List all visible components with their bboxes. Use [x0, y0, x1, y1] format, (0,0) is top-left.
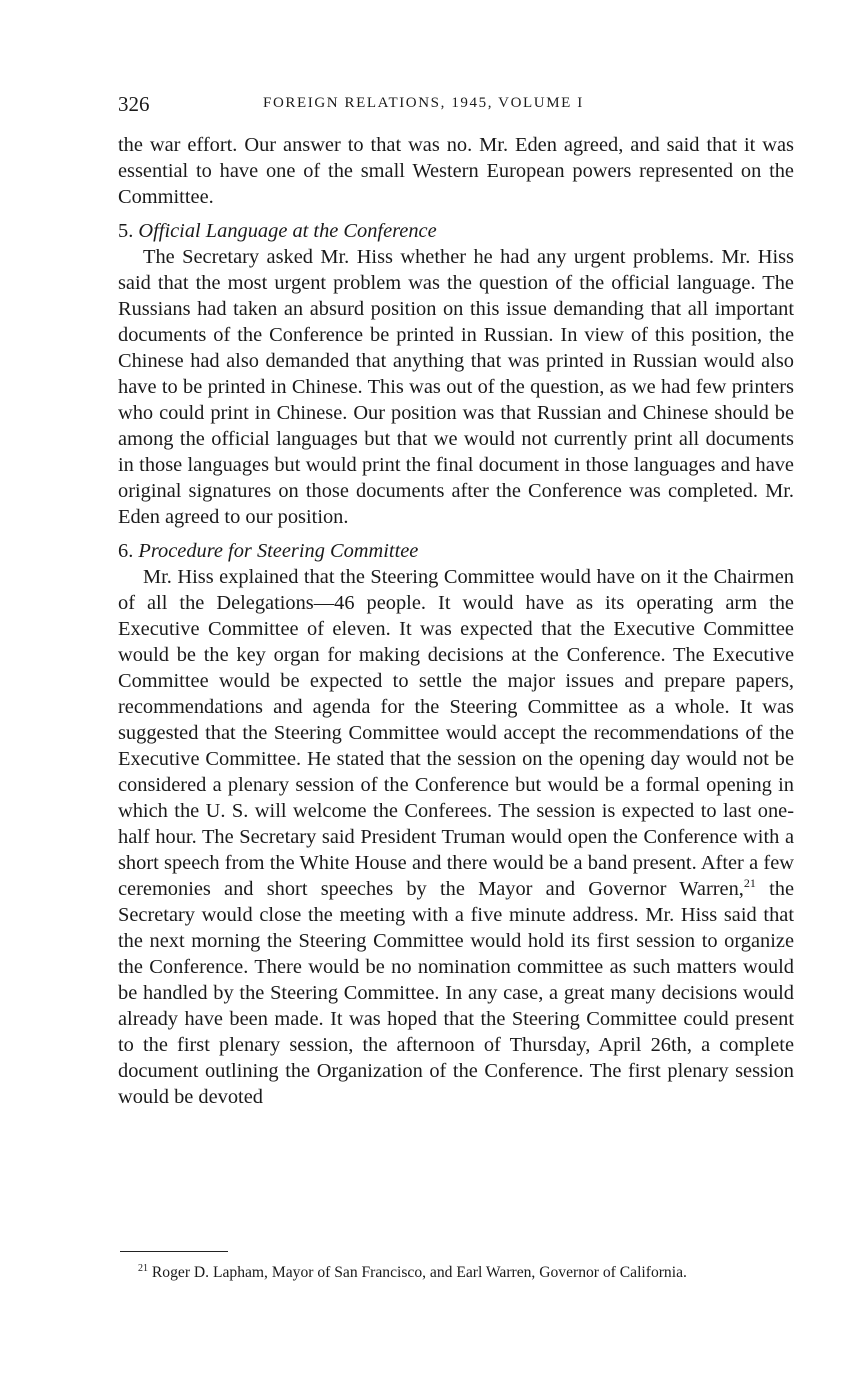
footnote-reference[interactable]: 21	[743, 876, 756, 891]
footnote-marker: 21	[138, 1262, 148, 1274]
page-header	[118, 92, 794, 118]
paragraph-text: Mr. Hiss explained that the Steering Committee would have on it the Chairmen of all the Delegations—46 people. It would have as its operating arm the Executive Committee of eleven. It was expected that the Executive Committee would be the key organ for making decisions at the Conference. The Executive Committee would be expected to settle the major issues and prepare papers, recommendations and agenda for the Steering Committee as a whole. It was suggested that the Steering Committee would accept the recommendations of the Executive Committee. He stated that the session on the opening day would not be considered a plenary session of the Conference but would be a formal opening in which the U. S. will welcome the Conferees. The session is expected to last one-half hour. The Secretary said President Truman would open the Conference with a short speech from the White House and there would be a band present. After a few ceremonies and short speeches by the Mayor and Governor Warren,	[118, 566, 794, 900]
footnote-text: Roger D. Lapham, Mayor of San Francisco, and Earl Warren, Governor of California.	[151, 1264, 687, 1281]
footnote	[118, 1263, 794, 1282]
section-heading-6	[118, 538, 794, 564]
page-number: 326	[118, 92, 150, 116]
section-heading-5	[118, 218, 794, 244]
paragraph-text: the Secretary would close the meeting with a five minute address. Mr. Hiss said that the next morning the Steering Committee would hold its first session to organize the Conference. There would be no nomination committee as such matters would be handled by the Steering Committee. In any case, a great many decisions would already have been made. It was hoped that the Steering Committee could present to the first plenary session, the afternoon of Thursday, April 26th, a complete document outlining the Organization of the Conference. The first plenary session would be devoted	[118, 878, 794, 1108]
running-title: FOREIGN RELATIONS, 1945, VOLUME I	[263, 95, 584, 111]
footnote-divider	[120, 1251, 228, 1252]
section-number: 5.	[118, 220, 134, 242]
section-title: Procedure for Steering Committee	[138, 540, 419, 562]
body-text	[118, 132, 794, 1110]
paragraph-continuation: the war effort. Our answer to that was no. Mr. Eden agreed, and said that it was essential to have one of the small Western European powers represented on the Committee.	[118, 134, 794, 208]
paragraph-steering-committee	[118, 564, 794, 1110]
section-number: 6.	[118, 540, 134, 562]
paragraph-official-language: The Secretary asked Mr. Hiss whether he had any urgent problems. Mr. Hiss said that the most urgent problem was the question of the official language. The Russians had taken an absurd position on this issue demanding that all important documents of the Conference be printed in Russian. In view of this position, the Chinese had also demanded that anything that was printed in Russian would also have to be printed in Chinese. This was out of the question, as we had few printers who could print in Chinese. Our position was that Russian and Chinese should be among the official languages but that we would not currently print all documents in those languages but would print the final document in those languages and have original signatures on those documents after the Conference was completed. Mr. Eden agreed to our position.	[118, 246, 794, 528]
section-title: Official Language at the Conference	[138, 220, 437, 242]
